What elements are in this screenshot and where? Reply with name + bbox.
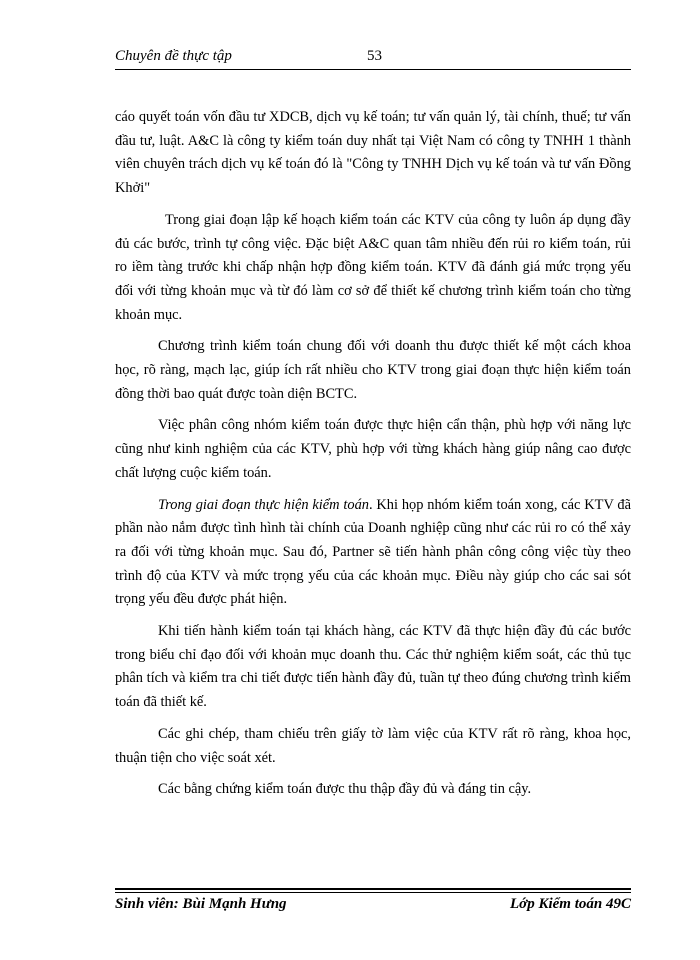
paragraph-3: Chương trình kiểm toán chung đối với doanh thu được thiết kế một cách khoa học, rõ ràng, mạch lạc, giúp ích rất nhiều cho KTV trong giai đoạn thực hiện kiểm toán đồng thời bao quát được toàn diện BCTC. bbox=[115, 338, 631, 402]
header-title: Chuyên đề thực tập bbox=[115, 48, 232, 64]
paragraph-5 bbox=[115, 494, 631, 613]
paragraph-5-emphasis: Trong giai đoạn thực hiện kiểm toán bbox=[158, 496, 369, 513]
paragraph-4: Việc phân công nhóm kiểm toán được thực hiện cẩn thận, phù hợp với năng lực cũng như kinh nghiệm của các KTV, phù hợp với từng khách hàng giúp nâng cao được chất lượng cuộc kiểm toán. bbox=[115, 417, 631, 481]
paragraph-2: Trong giai đoạn lập kế hoạch kiểm toán các KTV của công ty luôn áp dụng đầy đủ các bước, trình tự công việc. Đặc biệt A&C quan tâm nhiều đến rủi ro kiểm toán, rủi ro iềm tàng trước khi chấp nhận hợp đồng kiểm toán. KTV đã đánh giá mức trọng yếu đối với từng khoản mục và từ đó làm cơ sở để thiết kế chương trình kiểm toán cho từng khoản mục. bbox=[115, 211, 631, 323]
footer-student: Sinh viên: Bùi Mạnh Hưng bbox=[115, 896, 287, 912]
paragraph-7: Các ghi chép, tham chiếu trên giấy tờ làm việc của KTV rất rõ ràng, khoa học, thuận tiện cho việc soát xét. bbox=[115, 725, 631, 766]
footer-rule-thin bbox=[115, 892, 631, 893]
paragraph-5-text: . Khi họp nhóm kiểm toán xong, các KTV đã phần nào nắm được tình hình tài chính của Doanh nghiệp cũng như các rủi ro có thể xảy ra đối với từng khoản mục. Sau đó, Partner sẽ tiến hành phân công công việc tùy theo trình độ của KTV và mức trọng yếu của các khoản mục. Điều này giúp cho các sai sót trọng yếu đều được phát hiện. bbox=[115, 496, 632, 608]
document-body bbox=[115, 106, 631, 810]
paragraph-6: Khi tiến hành kiểm toán tại khách hàng, các KTV đã thực hiện đầy đủ các bước trong biểu chỉ đạo đối với khoản mục doanh thu. Các thử nghiệm kiểm soát, các thủ tục phân tích và kiểm tra chi tiết được tiến hành đầy đủ, tuần tự theo đúng chương trình kiểm toán đã thiết kế. bbox=[115, 623, 631, 711]
header-rule bbox=[115, 69, 631, 70]
footer-rule-thick bbox=[115, 888, 631, 890]
page-number: 53 bbox=[367, 48, 382, 64]
footer-class: Lớp Kiểm toán 49C bbox=[510, 896, 631, 912]
page-header bbox=[115, 44, 631, 68]
paragraph-8: Các bằng chứng kiểm toán được thu thập đầy đủ và đáng tin cậy. bbox=[158, 781, 532, 798]
paragraph-1: cáo quyết toán vốn đầu tư XDCB, dịch vụ kế toán; tư vấn quản lý, tài chính, thuế; tư vấn đầu tư, luật. A&C là công ty kiểm toán duy nhất tại Việt Nam có công ty TNHH 1 thành viên chuyên trách dịch vụ kế toán đó là "Công ty TNHH Dịch vụ kế toán và tư vấn Đồng Khởi" bbox=[115, 109, 631, 197]
